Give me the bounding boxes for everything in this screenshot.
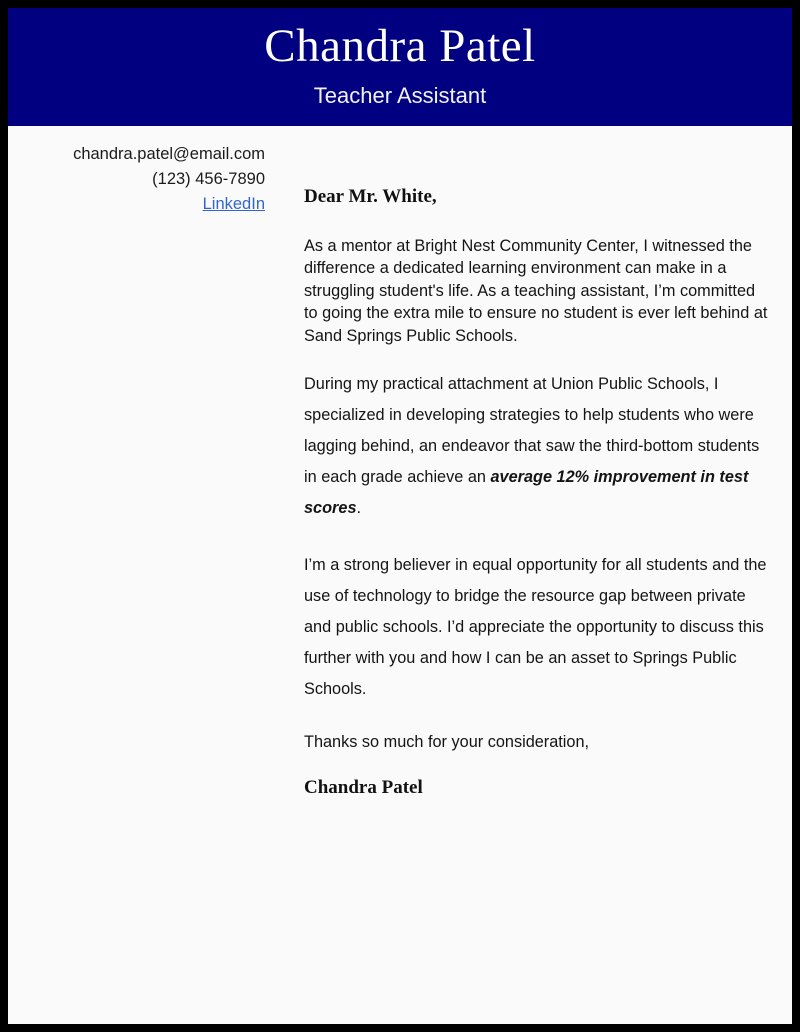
letter-body [8, 126, 792, 800]
contact-linkedin-link-wrapper [8, 192, 265, 217]
letter-paragraph-3: I’m a strong believer in equal opportunity for all students and the use of technology to bridge the resource gap between private and public schools. I’d appreciate the opportunity to discuss this further with you and how I can be an asset to Springs Public Schools. [304, 556, 767, 699]
paragraph-2-text-before: During my practical attachment at Union Public Schools, I specialized in developing strategies to help students who were lagging behind, an endeavor that saw the third-bottom students in each grade achieve an [304, 375, 760, 487]
contact-sidebar [8, 140, 265, 217]
letter-paragraph-1: As a mentor at Bright Nest Community Center, I witnessed the difference a dedicated learning environment can make in a struggling student's life. As a teaching assistant, I’m committed to going the extra mile to ensure no student is ever left behind at Sand Springs Public Schools. [304, 236, 768, 345]
contact-email[interactable]: chandra.patel@email.com [73, 144, 265, 163]
paragraph-2-emphasis: average 12% improvement in test scores [304, 468, 749, 518]
letter-content [265, 140, 792, 800]
letter-salutation: Dear Mr. White, [304, 185, 437, 207]
linkedin-link[interactable]: LinkedIn [202, 194, 265, 213]
page-title: Chandra Patel [264, 20, 536, 72]
letter-signature: Chandra Patel [304, 777, 423, 799]
letter-paragraph-2 [304, 369, 773, 524]
paragraph-2-text-after: . [356, 499, 362, 518]
letter-header-banner [8, 8, 792, 126]
letter-closing: Thanks so much for your consideration, [304, 733, 590, 752]
job-title-subtitle: Teacher Assistant [313, 83, 487, 109]
contact-phone[interactable]: (123) 456-7890 [152, 169, 265, 188]
